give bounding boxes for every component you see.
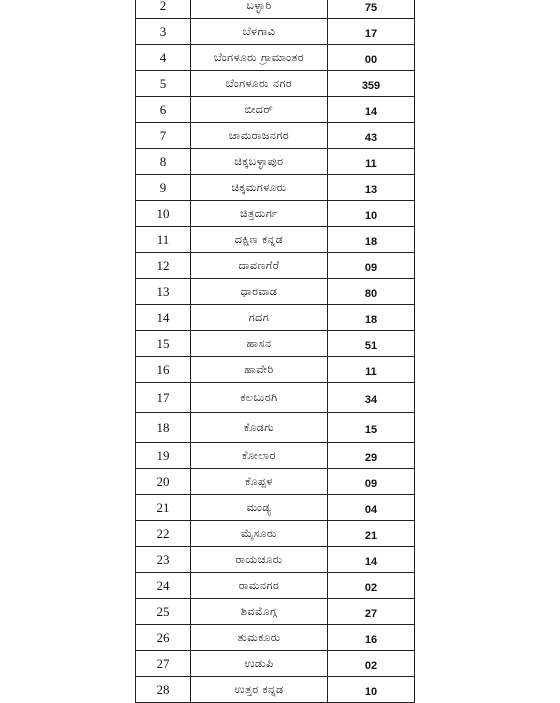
district-name-cell: ರಾಯಚೂರು [191,547,328,573]
district-name-cell: ಬೆಂಗಳೂರು ಗ್ರಾಮಾಂತರ [191,45,328,71]
district-name-cell: ಚಾಮರಾಜನಗರ [191,123,328,149]
district-name-cell: ಕೊಪ್ಪಳ [191,469,328,495]
district-name-cell: ಧಾರವಾಡ [191,279,328,305]
table-row [136,443,415,469]
count-cell: 02 [328,573,415,599]
serial-number-cell: 11 [136,227,191,253]
serial-number-cell: 15 [136,331,191,357]
count-cell: 34 [328,383,415,413]
count-cell: 04 [328,495,415,521]
serial-number-cell: 19 [136,443,191,469]
district-name-cell: ಉತ್ತರ ಕನ್ನಡ [191,677,328,703]
count-cell: 27 [328,599,415,625]
count-cell: 15 [328,413,415,443]
district-name-cell: ದಾವಣಗೆರೆ [191,253,328,279]
district-name-cell: ಬಳ್ಳಾರಿ [191,0,328,19]
count-cell: 29 [328,443,415,469]
district-name-cell: ಮಂಡ್ಯ [191,495,328,521]
table-row [136,599,415,625]
count-cell: 14 [328,547,415,573]
count-cell: 75 [328,0,415,19]
table-row [136,495,415,521]
table-row [136,573,415,599]
serial-number-cell: 10 [136,201,191,227]
count-cell: 14 [328,97,415,123]
table-row [136,383,415,413]
table-row [136,625,415,651]
serial-number-cell: 8 [136,149,191,175]
serial-number-cell: 25 [136,599,191,625]
count-cell: 51 [328,331,415,357]
count-cell: 10 [328,677,415,703]
table-row [136,175,415,201]
table-row [136,0,415,19]
district-name-cell: ಚಿಕ್ಕಬಳ್ಳಾಪುರ [191,149,328,175]
serial-number-cell: 22 [136,521,191,547]
count-cell: 16 [328,625,415,651]
district-name-cell: ದಕ್ಷಿಣ ಕನ್ನಡ [191,227,328,253]
district-name-cell: ಹಾವೇರಿ [191,357,328,383]
count-cell: 13 [328,175,415,201]
table-row [136,305,415,331]
count-cell: 17 [328,19,415,45]
district-name-cell: ಗದಗ [191,305,328,331]
district-table-body [136,0,415,703]
serial-number-cell: 18 [136,413,191,443]
table-row [136,19,415,45]
count-cell: 18 [328,227,415,253]
district-case-table [135,0,415,703]
district-name-cell: ಹಾಸನ [191,331,328,357]
district-name-cell: ಬೆಳಗಾವಿ [191,19,328,45]
serial-number-cell: 14 [136,305,191,331]
table-row [136,521,415,547]
count-cell: 80 [328,279,415,305]
district-name-cell: ಶಿವಮೊಗ್ಗ [191,599,328,625]
table-row [136,331,415,357]
district-name-cell: ಕೋಲಾರ [191,443,328,469]
district-name-cell: ಉಡುಪಿ [191,651,328,677]
count-cell: 02 [328,651,415,677]
serial-number-cell: 13 [136,279,191,305]
table-row [136,227,415,253]
count-cell: 43 [328,123,415,149]
district-name-cell: ಚಿಕ್ಕಮಗಳೂರು [191,175,328,201]
count-cell: 11 [328,149,415,175]
serial-number-cell: 7 [136,123,191,149]
serial-number-cell: 6 [136,97,191,123]
table-row [136,97,415,123]
table-row [136,469,415,495]
table-row [136,149,415,175]
count-cell: 00 [328,45,415,71]
table-row [136,413,415,443]
serial-number-cell: 12 [136,253,191,279]
table-row [136,71,415,97]
serial-number-cell: 4 [136,45,191,71]
district-name-cell: ಕಲಬುರಗಿ [191,383,328,413]
serial-number-cell: 23 [136,547,191,573]
count-cell: 359 [328,71,415,97]
district-name-cell: ರಾಮನಗರ [191,573,328,599]
serial-number-cell: 17 [136,383,191,413]
table-row [136,253,415,279]
serial-number-cell: 27 [136,651,191,677]
district-name-cell: ಕೊಡಗು [191,413,328,443]
serial-number-cell: 16 [136,357,191,383]
serial-number-cell: 26 [136,625,191,651]
district-name-cell: ಬೀದರ್ [191,97,328,123]
table-row [136,357,415,383]
serial-number-cell: 9 [136,175,191,201]
count-cell: 11 [328,357,415,383]
serial-number-cell: 21 [136,495,191,521]
count-cell: 10 [328,201,415,227]
serial-number-cell: 5 [136,71,191,97]
table-row [136,547,415,573]
count-cell: 18 [328,305,415,331]
district-name-cell: ಚಿತ್ರದುರ್ಗ [191,201,328,227]
count-cell: 09 [328,469,415,495]
table-row [136,123,415,149]
serial-number-cell: 24 [136,573,191,599]
table-row [136,45,415,71]
serial-number-cell: 28 [136,677,191,703]
table-row [136,677,415,703]
district-name-cell: ಮೈಸೂರು [191,521,328,547]
district-table-container [135,0,413,703]
district-name-cell: ಬೆಂಗಳೂರು ನಗರ [191,71,328,97]
count-cell: 09 [328,253,415,279]
count-cell: 21 [328,521,415,547]
table-row [136,651,415,677]
table-row [136,279,415,305]
district-name-cell: ತುಮಕೂರು [191,625,328,651]
serial-number-cell: 20 [136,469,191,495]
serial-number-cell: 3 [136,19,191,45]
table-row [136,201,415,227]
serial-number-cell: 2 [136,0,191,19]
